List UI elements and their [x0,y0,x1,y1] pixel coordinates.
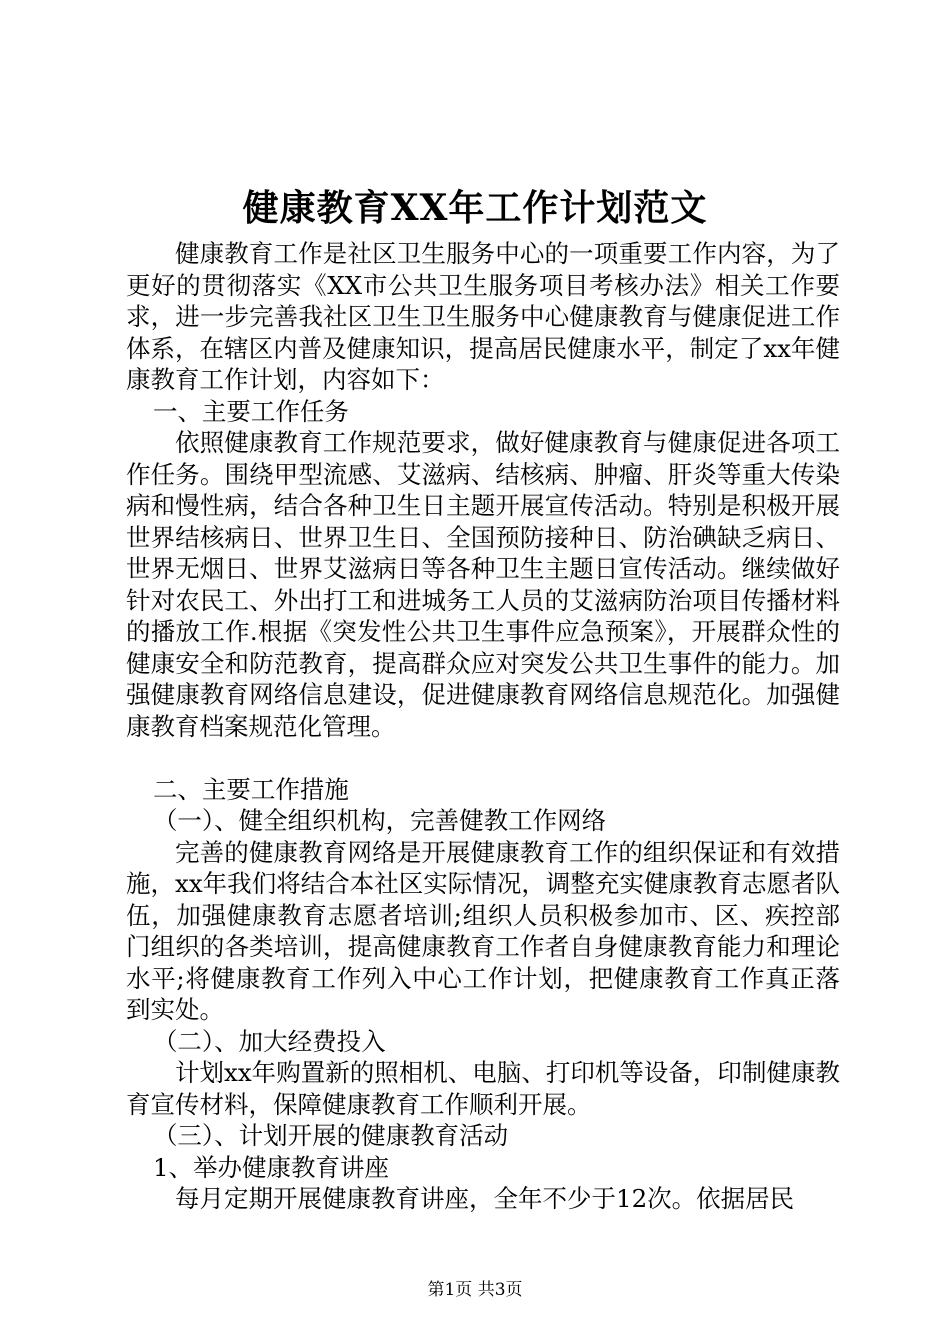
document-body [126,238,840,1215]
section-heading-1: 一、主要工作任务 [152,396,349,426]
subsection-2-paragraph: 计划xx年购置新的照相机、电脑、打印机等设备，印制健康教育宣传材料，保障健康教育工作顺利开展。 [126,1058,840,1119]
subheading-2: （二）、加大经费投入 [152,1026,386,1056]
page-footer: 第1页 共3页 [427,1280,523,1300]
item-heading-1: 1、举办健康教育讲座 [152,1152,390,1182]
subsection-1-paragraph: 完善的健康教育网络是开展健康教育工作的组织保证和有效措施，xx年我们将结合本社区实际情况，调整充实健康教育志愿者队伍，加强健康教育志愿者培训;组织人员积极参加市、区、疾控部门组织的各类培训，提高健康教育工作者自身健康教育能力和理论水平;将健康教育工作列入中心工作计划，把健康教育工作真正落到实处。 [126,837,840,1024]
subheading-1: （一）、健全组织机构，完善健教工作网络 [152,806,607,835]
intro-paragraph: 健康教育工作是社区卫生服务中心的一项重要工作内容，为了更好的贯彻落实《XX市公共卫生服务项目考核办法》相关工作要求，进一步完善我社区卫生卫生服务中心健康教育与健康促进工作体系，在辖区内普及健康知识，提高居民健康水平，制定了xx年健康教育工作计划，内容如下： [126,239,840,394]
item-1-paragraph: 每月定期开展健康教育讲座，全年不少于12次。依据居民 [175,1184,795,1213]
blank-line [126,742,840,774]
subheading-3: （三）、计划开展的健康教育活动 [152,1121,509,1150]
section-heading-2: 二、主要工作措施 [152,774,349,804]
document-title: 健康教育XX年工作计划范文 [242,187,708,229]
section-1-paragraph: 依照健康教育工作规范要求，做好健康教育与健康促进各项工作任务。围绕甲型流感、艾滋病、结核病、肿瘤、肝炎等重大传染病和慢性病，结合各种卫生日主题开展宣传活动。特别是积极开展世界结核病日、世界卫生日、全国预防接种日、防治碘缺乏病日、世界无烟日、世界艾滋病日等各种卫生主题日宣传活动。继续做好针对农民工、外出打工和进城务工人员的艾滋病防治项目传播材料的播放工作.根据《突发性公共卫生事件应急预案》，开展群众性的健康安全和防范教育，提高群众应对突发公共卫生事件的能力。加强健康教育网络信息建设，促进健康教育网络信息规范化。加强健康教育档案规范化管理。 [126,428,840,741]
